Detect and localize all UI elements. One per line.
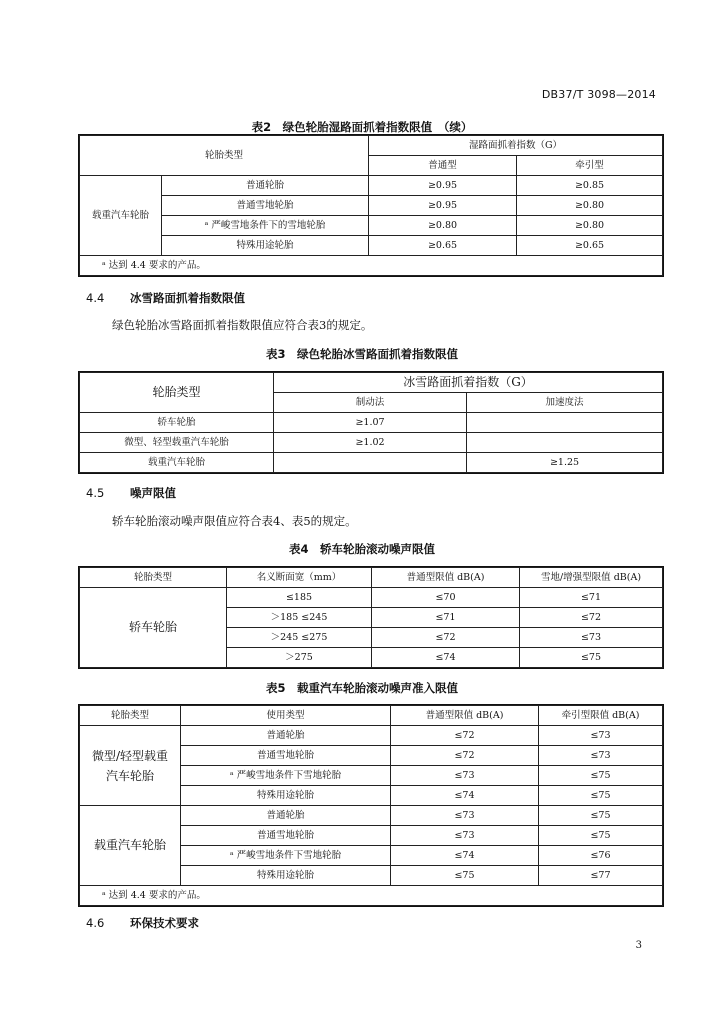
table3-type: 轿车轮胎 <box>80 413 274 433</box>
table4-width: ≤185 <box>227 588 372 608</box>
table-row <box>80 176 663 196</box>
section-4-4-text: 绿色轮胎冰雪路面抓着指数限值应符合表3的规定。 <box>112 318 373 332</box>
table-row <box>80 588 663 608</box>
table-row <box>80 806 663 826</box>
table4-head-v2: 雪地/增强型限值 dB(A) <box>520 568 663 588</box>
table5-use: 特殊用途轮胎 <box>181 866 391 886</box>
table-row <box>80 216 663 236</box>
table3-type: 微型、轻型载重汽车轮胎 <box>80 433 274 453</box>
table5-v1: ≤74 <box>391 786 539 806</box>
table5-head-v2: 牵引型限值 dB(A) <box>539 706 663 726</box>
table4-v1: ≤70 <box>372 588 520 608</box>
table5-v2: ≤75 <box>539 806 663 826</box>
table2-v1: ≥0.95 <box>369 176 517 196</box>
table4-v1: ≤74 <box>372 648 520 668</box>
table5-v2: ≤73 <box>539 746 663 766</box>
table3-v2 <box>467 413 663 433</box>
table4-width: ＞245 ≤275 <box>227 628 372 648</box>
table-row <box>80 726 663 746</box>
table3-type: 载重汽车轮胎 <box>80 453 274 473</box>
table5-v1: ≤74 <box>391 846 539 866</box>
table4-width: ＞275 <box>227 648 372 668</box>
table4 <box>79 567 663 668</box>
table5-use: 普通雪地轮胎 <box>181 746 391 766</box>
table2-v2: ≥0.85 <box>517 176 663 196</box>
table3-caption: 表3 绿色轮胎冰雪路面抓着指数限值 <box>266 347 458 361</box>
table3-v1: ≥1.07 <box>274 413 467 433</box>
table5-head-v1: 普通型限值 dB(A) <box>391 706 539 726</box>
table5-head-use: 使用类型 <box>181 706 391 726</box>
table5-caption: 表5 载重汽车轮胎滚动噪声准入限值 <box>266 681 458 695</box>
table2-group-label: 载重汽车轮胎 <box>80 176 162 256</box>
table3-v2: ≥1.25 <box>467 453 663 473</box>
table5-use: 特殊用途轮胎 <box>181 786 391 806</box>
table5-use: 普通雪地轮胎 <box>181 826 391 846</box>
table3-head-col2: 加速度法 <box>467 393 663 413</box>
table2-head-col2: 牵引型 <box>517 156 663 176</box>
section-4-4-heading: 4.4 冰雪路面抓着指数限值 <box>86 291 245 305</box>
table2-head-group: 湿路面抓着指数（G） <box>369 136 663 156</box>
table2-v1: ≥0.95 <box>369 196 517 216</box>
section-4-6-heading: 4.6 环保技术要求 <box>86 916 199 930</box>
table5-v1: ≤73 <box>391 806 539 826</box>
table2-note: ᵃ 达到 4.4 要求的产品。 <box>80 256 663 276</box>
table4-v1: ≤71 <box>372 608 520 628</box>
table5-v1: ≤72 <box>391 726 539 746</box>
table2-v1: ≥0.65 <box>369 236 517 256</box>
table5-use: ᵃ 严峻雪地条件下雪地轮胎 <box>181 766 391 786</box>
table3-v2 <box>467 433 663 453</box>
table5-group1-label: 微型/轻型载重汽车轮胎 <box>80 726 181 806</box>
table5-v2: ≤73 <box>539 726 663 746</box>
table4-v2: ≤71 <box>520 588 663 608</box>
table5-v2: ≤77 <box>539 866 663 886</box>
table5-note: ᵃ 达到 4.4 要求的产品。 <box>80 886 663 906</box>
table2-v2: ≥0.80 <box>517 196 663 216</box>
table5-use: ᵃ 严峻雪地条件下雪地轮胎 <box>181 846 391 866</box>
section-4-5-heading: 4.5 噪声限值 <box>86 486 176 500</box>
table3 <box>79 372 663 473</box>
table5-v2: ≤76 <box>539 846 663 866</box>
table2-head-col1: 普通型 <box>369 156 517 176</box>
table4-width: ＞185 ≤245 <box>227 608 372 628</box>
table3-v1: ≥1.02 <box>274 433 467 453</box>
table5-v1: ≤75 <box>391 866 539 886</box>
table4-head-type: 轮胎类型 <box>80 568 227 588</box>
table5-v1: ≤73 <box>391 766 539 786</box>
table2-sub: 普通雪地轮胎 <box>162 196 369 216</box>
table4-caption: 表4 轿车轮胎滚动噪声限值 <box>288 542 435 556</box>
table3-head-col1: 制动法 <box>274 393 467 413</box>
table2-head-type: 轮胎类型 <box>80 136 369 176</box>
table2-v1: ≥0.80 <box>369 216 517 236</box>
table-row <box>80 433 663 453</box>
table3-head-type: 轮胎类型 <box>80 373 274 413</box>
table5 <box>79 705 663 906</box>
section-4-5-text: 轿车轮胎滚动噪声限值应符合表4、表5的规定。 <box>112 514 357 528</box>
table3-head-group: 冰雪路面抓着指数（G） <box>274 373 663 393</box>
table5-group2-label: 载重汽车轮胎 <box>80 806 181 886</box>
table2-v2: ≥0.80 <box>517 216 663 236</box>
table5-use: 普通轮胎 <box>181 806 391 826</box>
table2-sub: 普通轮胎 <box>162 176 369 196</box>
table2-v2: ≥0.65 <box>517 236 663 256</box>
table4-v2: ≤72 <box>520 608 663 628</box>
page-number: 3 <box>635 940 642 951</box>
table2 <box>79 135 663 276</box>
table5-v1: ≤72 <box>391 746 539 766</box>
table5-v2: ≤75 <box>539 766 663 786</box>
table4-head-width: 名义断面宽（mm） <box>227 568 372 588</box>
table5-v2: ≤75 <box>539 826 663 846</box>
table-row <box>80 196 663 216</box>
document-number: DB37/T 3098—2014 <box>541 88 656 101</box>
table5-v1: ≤73 <box>391 826 539 846</box>
table5-v2: ≤75 <box>539 786 663 806</box>
table4-head-v1: 普通型限值 dB(A) <box>372 568 520 588</box>
table-row <box>80 413 663 433</box>
table3-v1 <box>274 453 467 473</box>
table2-sub: ᵃ 严峻雪地条件下的雪地轮胎 <box>162 216 369 236</box>
table2-caption: 表2 绿色轮胎湿路面抓着指数限值 （续） <box>251 120 473 134</box>
table-row <box>80 453 663 473</box>
table-row <box>80 236 663 256</box>
table4-v2: ≤73 <box>520 628 663 648</box>
table4-v1: ≤72 <box>372 628 520 648</box>
table4-v2: ≤75 <box>520 648 663 668</box>
table2-sub: 特殊用途轮胎 <box>162 236 369 256</box>
table5-head-type: 轮胎类型 <box>80 706 181 726</box>
table4-group-label: 轿车轮胎 <box>80 588 227 668</box>
table5-use: 普通轮胎 <box>181 726 391 746</box>
